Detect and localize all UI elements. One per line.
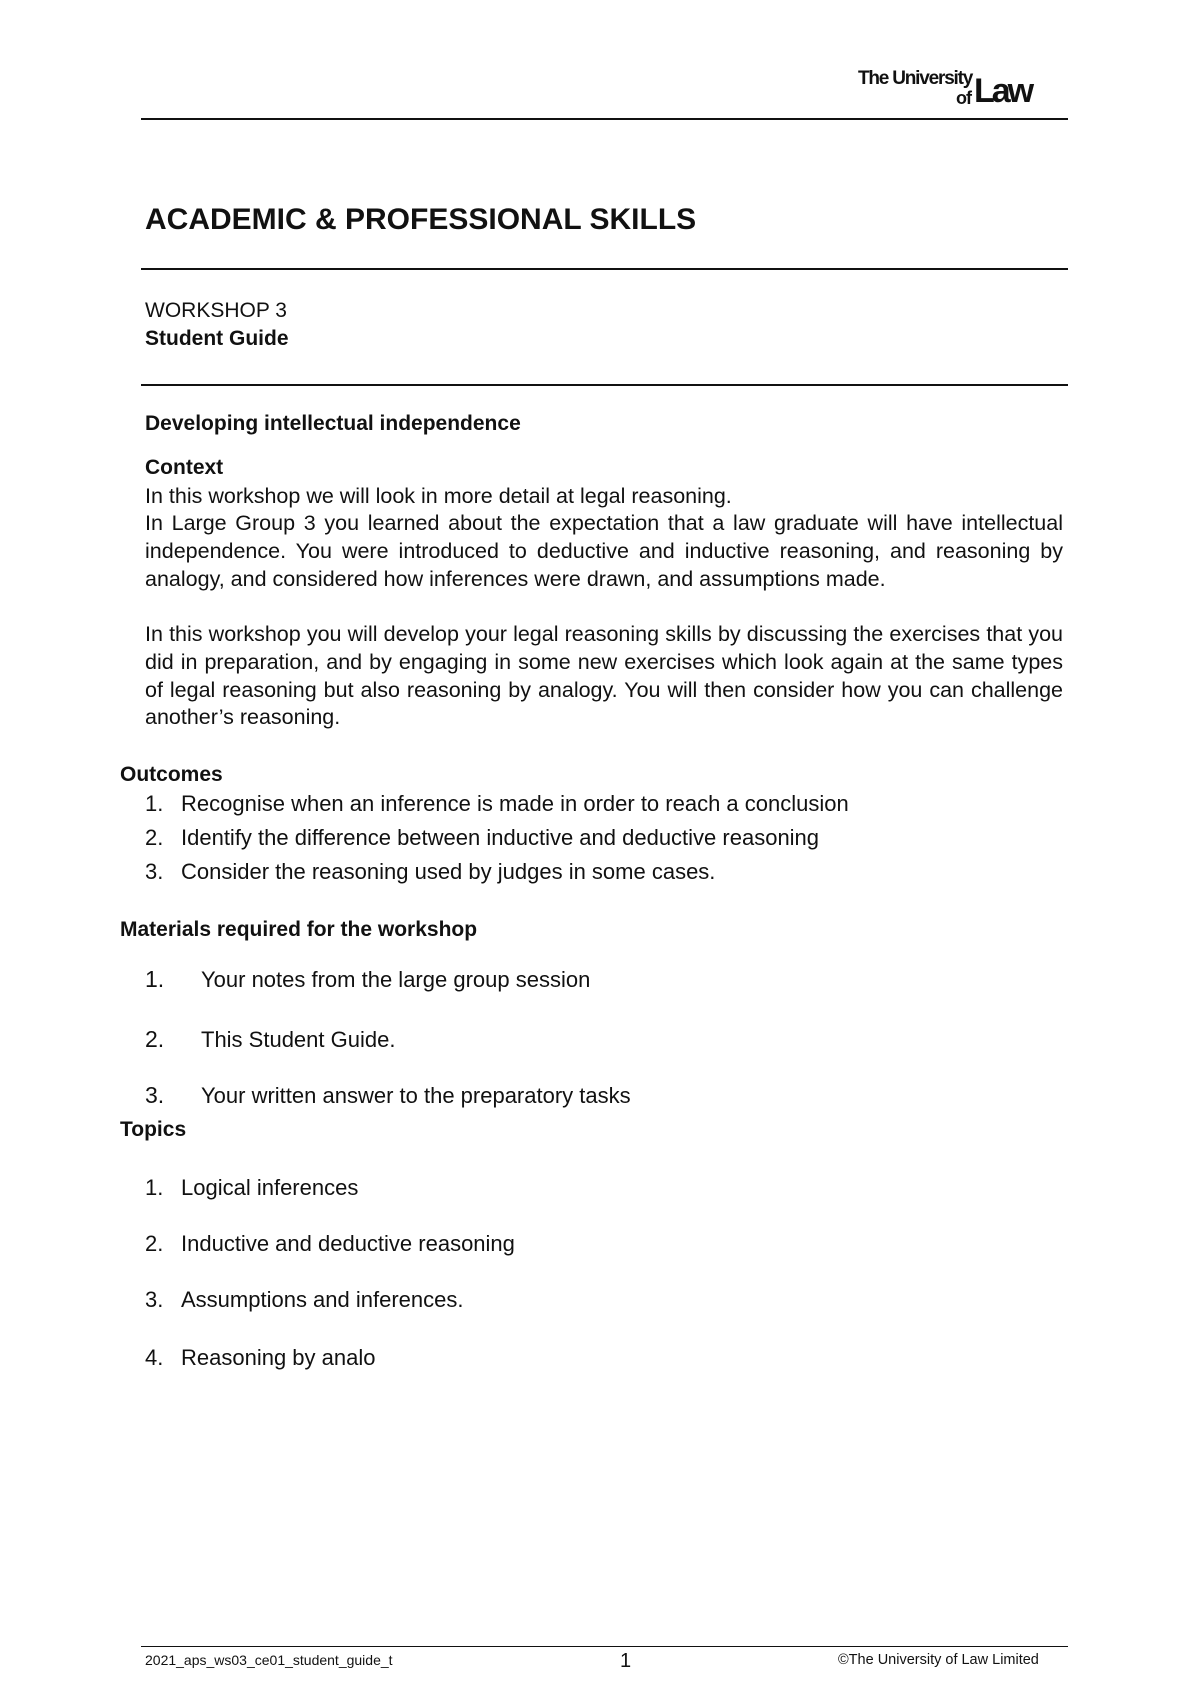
logo-law: Law xyxy=(974,72,1032,110)
outcomes-heading: Outcomes xyxy=(120,763,223,786)
workshop-label: WORKSHOP 3 xyxy=(145,299,287,322)
outcome-text: Recognise when an inference is made in order to reach a conclusion xyxy=(181,791,849,816)
topic-item xyxy=(145,1345,375,1371)
page-title: ACADEMIC & PROFESSIONAL SKILLS xyxy=(145,203,697,236)
outcome-number: 2. xyxy=(145,825,164,850)
topic-number: 3. xyxy=(145,1287,164,1312)
topic-text: Reasoning by analo xyxy=(181,1345,376,1370)
topic-item xyxy=(145,1175,358,1201)
topics-heading: Topics xyxy=(120,1118,187,1141)
footer-copyright: ©The University of Law Limited xyxy=(838,1652,1039,1668)
outcome-item xyxy=(145,791,849,817)
context-paragraph-1: In this workshop we will look in more detail at legal reasoning. xyxy=(145,484,732,508)
context-paragraph-3: In this workshop you will develop your legal reasoning skills by discussing the exercises that you did in preparation, and by engaging in some new exercises which look again at the same types of legal reasoning but also reasoning by analogy. You will then consider how you can challenge another’s reasoning. xyxy=(145,622,1063,730)
topic-number: 2. xyxy=(145,1231,164,1256)
topic-number: 1. xyxy=(145,1175,164,1200)
outcome-text: Consider the reasoning used by judges in some cases. xyxy=(181,859,716,884)
context-heading: Context xyxy=(145,456,224,479)
topic-item xyxy=(145,1287,464,1313)
outcome-number: 3. xyxy=(145,859,164,884)
outcome-number: 1. xyxy=(145,791,164,816)
material-text: Your notes from the large group session xyxy=(201,967,591,992)
university-logo xyxy=(856,68,1066,108)
header-divider xyxy=(141,118,1068,120)
context-paragraph-2: In Large Group 3 you learned about the expectation that a law graduate will have intellectual independence. You were introduced to deductive and inductive reasoning, and reasoning by analogy, and considered how inferences were drawn, and assumptions made. xyxy=(145,511,1063,591)
outcome-text: Identify the difference between inductive and deductive reasoning xyxy=(181,825,820,850)
logo-line1: The University xyxy=(858,68,973,89)
material-item xyxy=(145,1026,395,1053)
footer-divider xyxy=(141,1646,1068,1647)
page-number: 1 xyxy=(620,1650,632,1672)
material-text: Your written answer to the preparatory tasks xyxy=(201,1083,631,1108)
title-divider xyxy=(141,268,1068,270)
topic-text: Assumptions and inferences. xyxy=(181,1287,464,1312)
topic-number: 4. xyxy=(145,1345,164,1370)
student-guide-label: Student Guide xyxy=(145,327,289,350)
footer-filename: 2021_aps_ws03_ce01_student_guide_t xyxy=(145,1652,393,1668)
logo-of: of xyxy=(956,88,971,108)
topic-item xyxy=(145,1231,515,1257)
topic-text: Logical inferences xyxy=(181,1175,359,1200)
material-item xyxy=(145,966,590,993)
outcome-item xyxy=(145,859,715,885)
materials-heading: Materials required for the workshop xyxy=(120,918,478,941)
material-number: 3. xyxy=(145,1082,165,1108)
material-number: 2. xyxy=(145,1026,165,1052)
material-text: This Student Guide. xyxy=(201,1027,396,1052)
section-heading-developing: Developing intellectual independence xyxy=(145,412,521,435)
material-item xyxy=(145,1082,631,1109)
topic-text: Inductive and deductive reasoning xyxy=(181,1231,515,1256)
outcome-item xyxy=(145,825,819,851)
subtitle-divider xyxy=(141,384,1068,386)
material-number: 1. xyxy=(145,966,165,992)
